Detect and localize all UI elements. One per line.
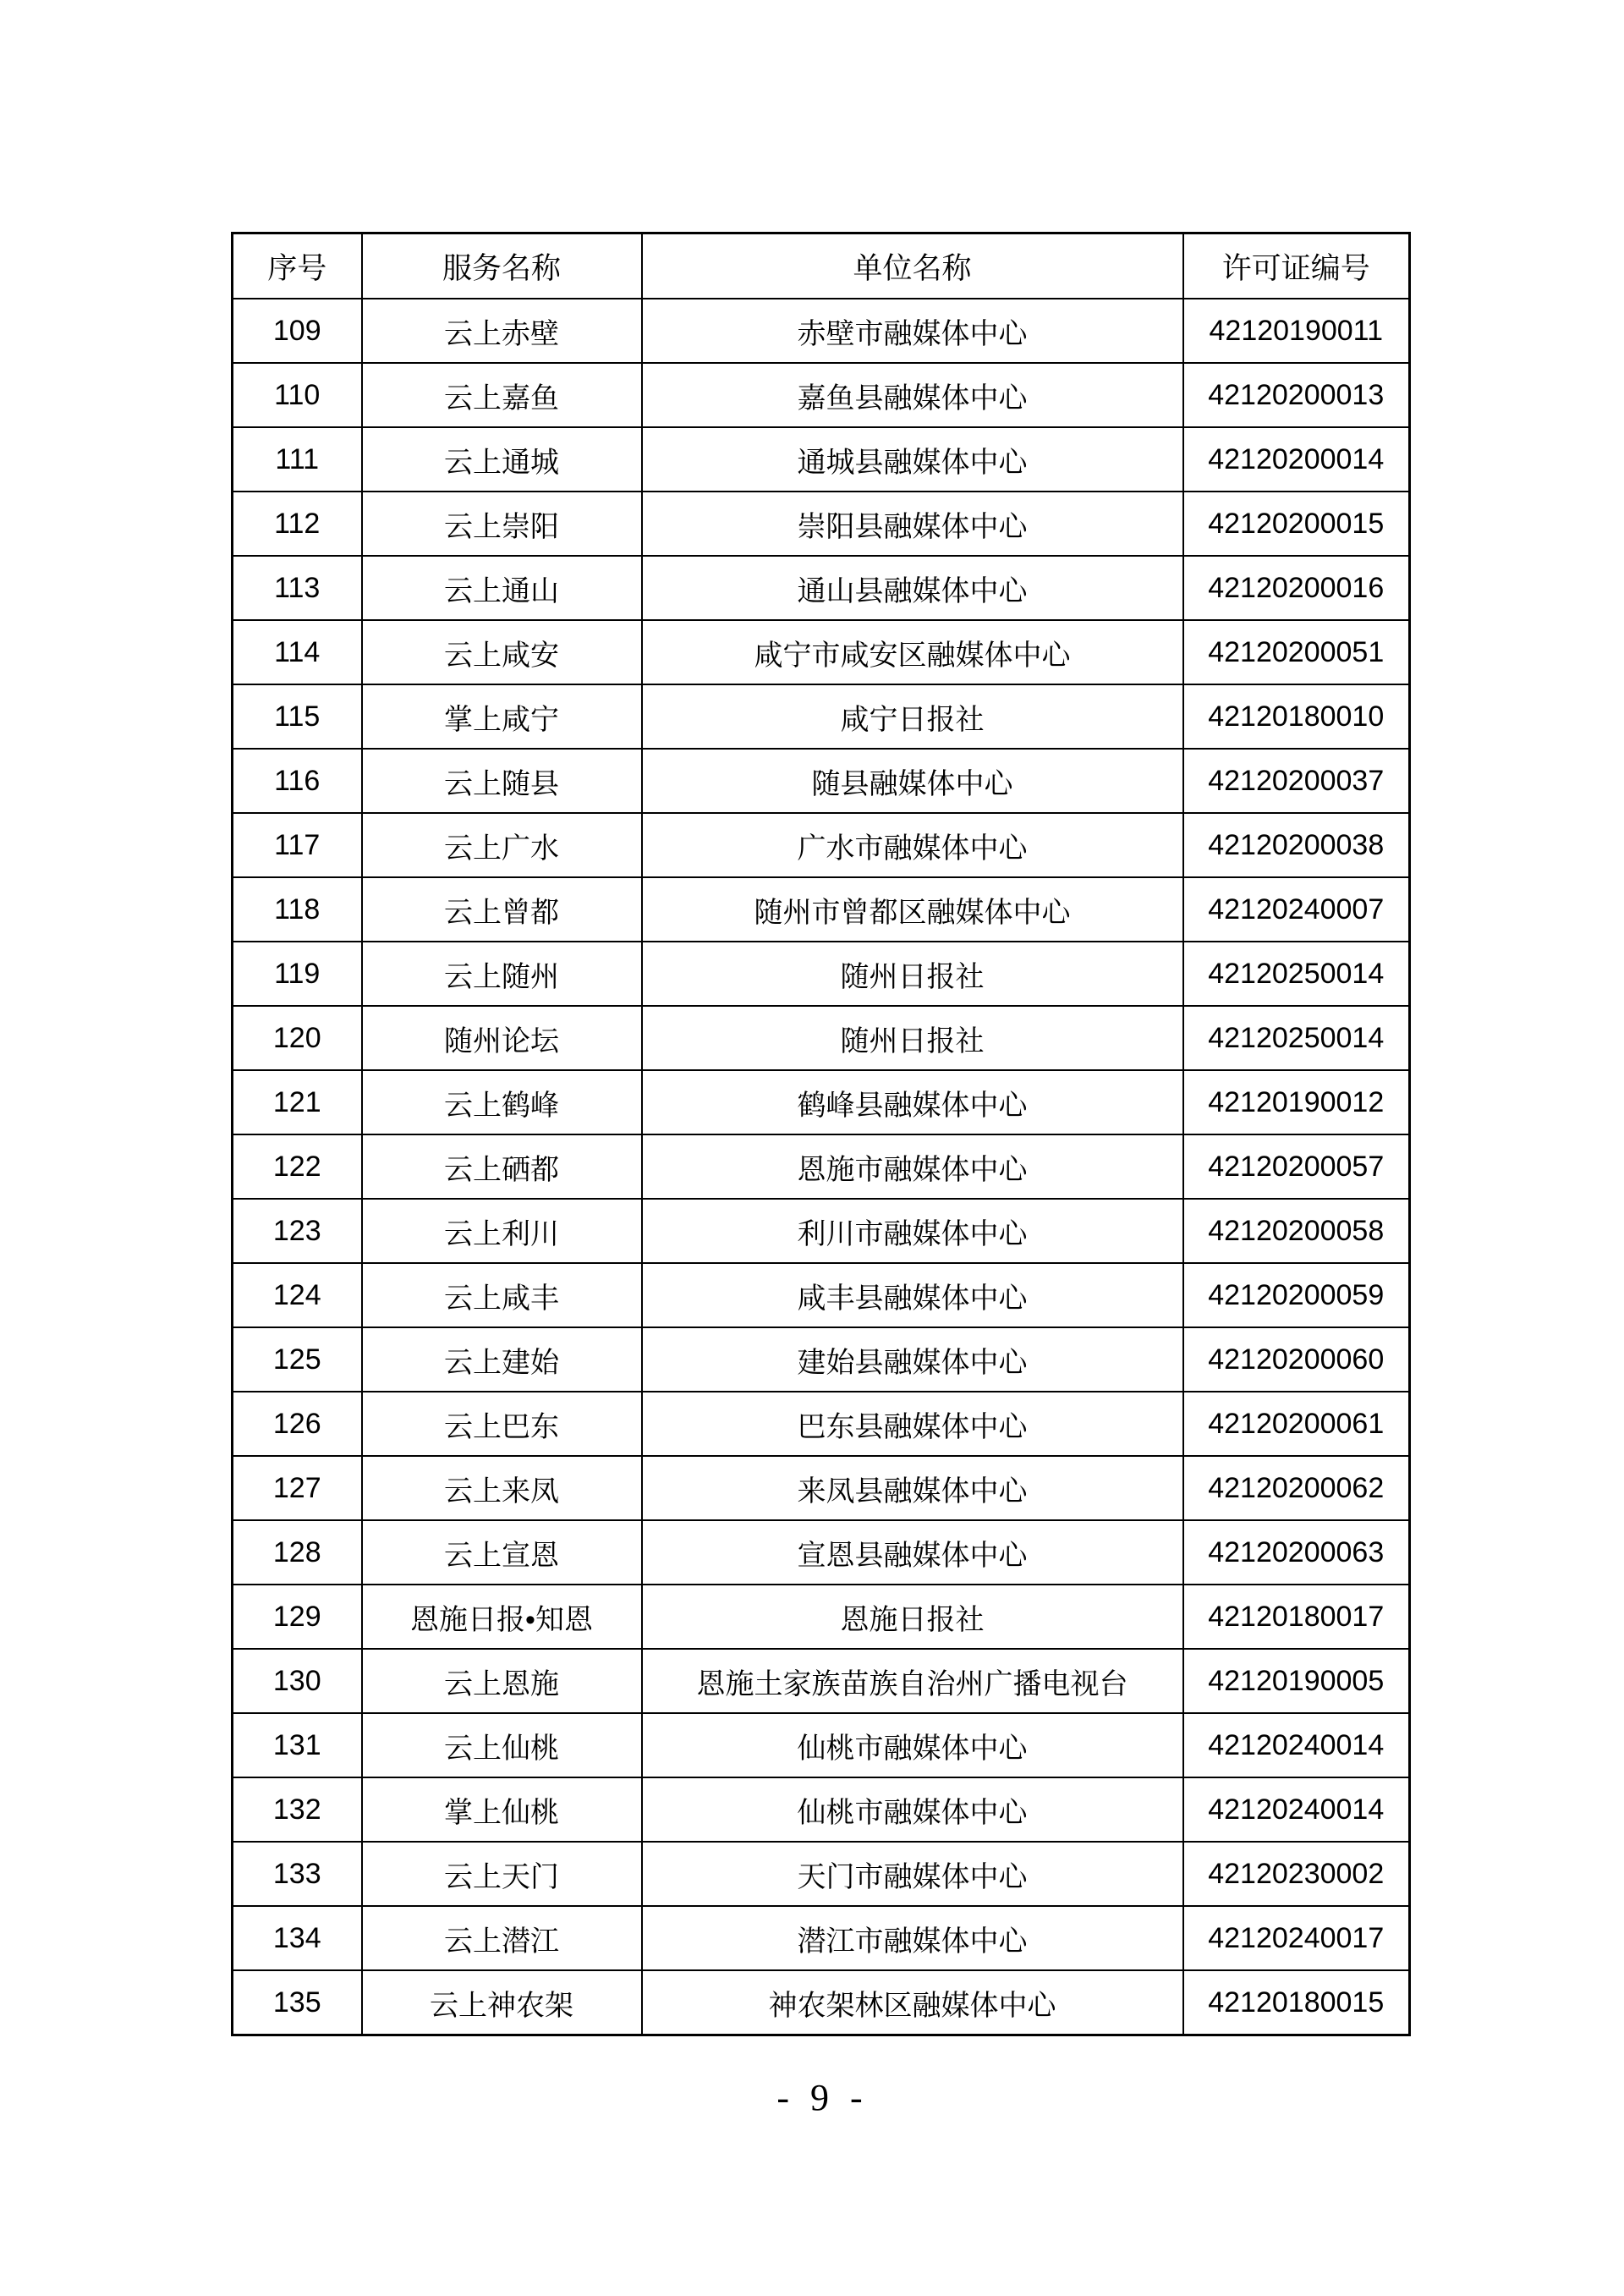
cell-serial-number: 115 <box>233 684 362 749</box>
cell-serial-number: 128 <box>233 1520 362 1585</box>
header-service-name: 服务名称 <box>362 233 642 299</box>
cell-unit-name: 通城县融媒体中心 <box>642 427 1183 492</box>
table-row <box>233 1134 1410 1199</box>
cell-serial-number: 117 <box>233 813 362 877</box>
table-row <box>233 1263 1410 1327</box>
cell-service-name: 云上硒都 <box>362 1134 642 1199</box>
table-row <box>233 942 1410 1006</box>
cell-unit-name: 随州日报社 <box>642 942 1183 1006</box>
table-row <box>233 1520 1410 1585</box>
cell-service-name: 云上咸丰 <box>362 1263 642 1327</box>
cell-unit-name: 嘉鱼县融媒体中心 <box>642 363 1183 427</box>
cell-license-number: 42120200061 <box>1183 1392 1410 1456</box>
table-header-row <box>233 233 1410 299</box>
cell-service-name: 云上神农架 <box>362 1970 642 2035</box>
cell-unit-name: 仙桃市融媒体中心 <box>642 1777 1183 1842</box>
cell-unit-name: 咸宁市咸安区融媒体中心 <box>642 620 1183 684</box>
cell-service-name: 云上崇阳 <box>362 492 642 556</box>
cell-license-number: 42120200016 <box>1183 556 1410 620</box>
cell-service-name: 云上随县 <box>362 749 642 813</box>
table-row <box>233 877 1410 942</box>
cell-serial-number: 122 <box>233 1134 362 1199</box>
table-row <box>233 556 1410 620</box>
cell-unit-name: 神农架林区融媒体中心 <box>642 1970 1183 2035</box>
cell-license-number: 42120200037 <box>1183 749 1410 813</box>
cell-serial-number: 111 <box>233 427 362 492</box>
cell-serial-number: 123 <box>233 1199 362 1263</box>
table-body <box>233 299 1410 2035</box>
cell-serial-number: 132 <box>233 1777 362 1842</box>
cell-unit-name: 随县融媒体中心 <box>642 749 1183 813</box>
cell-service-name: 掌上咸宁 <box>362 684 642 749</box>
table-row <box>233 1006 1410 1070</box>
cell-unit-name: 建始县融媒体中心 <box>642 1327 1183 1392</box>
cell-license-number: 42120200062 <box>1183 1456 1410 1520</box>
table-row <box>233 1327 1410 1392</box>
cell-service-name: 云上随州 <box>362 942 642 1006</box>
cell-service-name: 云上广水 <box>362 813 642 877</box>
cell-unit-name: 恩施土家族苗族自治州广播电视台 <box>642 1649 1183 1713</box>
table-row <box>233 1713 1410 1777</box>
cell-service-name: 云上仙桃 <box>362 1713 642 1777</box>
cell-license-number: 42120240014 <box>1183 1713 1410 1777</box>
cell-license-number: 42120200063 <box>1183 1520 1410 1585</box>
cell-service-name: 云上恩施 <box>362 1649 642 1713</box>
cell-service-name: 云上建始 <box>362 1327 642 1392</box>
cell-unit-name: 通山县融媒体中心 <box>642 556 1183 620</box>
cell-unit-name: 恩施日报社 <box>642 1585 1183 1649</box>
cell-unit-name: 咸丰县融媒体中心 <box>642 1263 1183 1327</box>
table-row <box>233 427 1410 492</box>
cell-license-number: 42120230002 <box>1183 1842 1410 1906</box>
cell-unit-name: 宣恩县融媒体中心 <box>642 1520 1183 1585</box>
cell-license-number: 42120200059 <box>1183 1263 1410 1327</box>
cell-unit-name: 巴东县融媒体中心 <box>642 1392 1183 1456</box>
cell-license-number: 42120200051 <box>1183 620 1410 684</box>
table-row <box>233 492 1410 556</box>
cell-service-name: 云上巴东 <box>362 1392 642 1456</box>
cell-unit-name: 潜江市融媒体中心 <box>642 1906 1183 1970</box>
page-number: - 9 - <box>776 2077 863 2118</box>
cell-unit-name: 来凤县融媒体中心 <box>642 1456 1183 1520</box>
header-license-number: 许可证编号 <box>1183 233 1410 299</box>
cell-serial-number: 114 <box>233 620 362 684</box>
cell-service-name: 云上嘉鱼 <box>362 363 642 427</box>
cell-serial-number: 124 <box>233 1263 362 1327</box>
cell-unit-name: 广水市融媒体中心 <box>642 813 1183 877</box>
cell-license-number: 42120250014 <box>1183 1006 1410 1070</box>
cell-serial-number: 133 <box>233 1842 362 1906</box>
cell-service-name: 恩施日报•知恩 <box>362 1585 642 1649</box>
header-unit-name: 单位名称 <box>642 233 1183 299</box>
table-row <box>233 749 1410 813</box>
table-row <box>233 363 1410 427</box>
cell-service-name: 云上曾都 <box>362 877 642 942</box>
cell-license-number: 42120180010 <box>1183 684 1410 749</box>
cell-unit-name: 崇阳县融媒体中心 <box>642 492 1183 556</box>
cell-serial-number: 113 <box>233 556 362 620</box>
cell-service-name: 云上宣恩 <box>362 1520 642 1585</box>
license-table <box>231 232 1411 2036</box>
table-row <box>233 1585 1410 1649</box>
cell-unit-name: 鹤峰县融媒体中心 <box>642 1070 1183 1134</box>
cell-serial-number: 112 <box>233 492 362 556</box>
cell-service-name: 云上天门 <box>362 1842 642 1906</box>
cell-serial-number: 130 <box>233 1649 362 1713</box>
cell-serial-number: 131 <box>233 1713 362 1777</box>
cell-serial-number: 127 <box>233 1456 362 1520</box>
cell-license-number: 42120240007 <box>1183 877 1410 942</box>
cell-service-name: 云上赤壁 <box>362 299 642 363</box>
table-row <box>233 684 1410 749</box>
cell-service-name: 云上利川 <box>362 1199 642 1263</box>
table-row <box>233 1649 1410 1713</box>
cell-service-name: 云上潜江 <box>362 1906 642 1970</box>
table-row <box>233 620 1410 684</box>
cell-serial-number: 126 <box>233 1392 362 1456</box>
cell-unit-name: 天门市融媒体中心 <box>642 1842 1183 1906</box>
table-row <box>233 1456 1410 1520</box>
cell-serial-number: 125 <box>233 1327 362 1392</box>
cell-license-number: 42120190005 <box>1183 1649 1410 1713</box>
cell-license-number: 42120180015 <box>1183 1970 1410 2035</box>
cell-license-number: 42120200014 <box>1183 427 1410 492</box>
cell-license-number: 42120180017 <box>1183 1585 1410 1649</box>
cell-license-number: 42120200013 <box>1183 363 1410 427</box>
cell-license-number: 42120190012 <box>1183 1070 1410 1134</box>
cell-license-number: 42120190011 <box>1183 299 1410 363</box>
cell-unit-name: 赤壁市融媒体中心 <box>642 299 1183 363</box>
cell-license-number: 42120200060 <box>1183 1327 1410 1392</box>
cell-service-name: 掌上仙桃 <box>362 1777 642 1842</box>
table-row <box>233 1777 1410 1842</box>
cell-unit-name: 随州市曾都区融媒体中心 <box>642 877 1183 942</box>
table-row <box>233 299 1410 363</box>
cell-license-number: 42120200058 <box>1183 1199 1410 1263</box>
table-row <box>233 1392 1410 1456</box>
cell-serial-number: 134 <box>233 1906 362 1970</box>
cell-service-name: 云上咸安 <box>362 620 642 684</box>
cell-service-name: 云上通山 <box>362 556 642 620</box>
cell-serial-number: 118 <box>233 877 362 942</box>
cell-serial-number: 135 <box>233 1970 362 2035</box>
cell-license-number: 42120200015 <box>1183 492 1410 556</box>
cell-serial-number: 120 <box>233 1006 362 1070</box>
cell-license-number: 42120250014 <box>1183 942 1410 1006</box>
table-row <box>233 1070 1410 1134</box>
cell-service-name: 随州论坛 <box>362 1006 642 1070</box>
cell-license-number: 42120240017 <box>1183 1906 1410 1970</box>
table-row <box>233 1199 1410 1263</box>
cell-unit-name: 恩施市融媒体中心 <box>642 1134 1183 1199</box>
table-row <box>233 1906 1410 1970</box>
cell-serial-number: 116 <box>233 749 362 813</box>
table-row <box>233 1842 1410 1906</box>
cell-license-number: 42120200038 <box>1183 813 1410 877</box>
cell-license-number: 42120240014 <box>1183 1777 1410 1842</box>
cell-license-number: 42120200057 <box>1183 1134 1410 1199</box>
cell-service-name: 云上鹤峰 <box>362 1070 642 1134</box>
cell-service-name: 云上通城 <box>362 427 642 492</box>
table-row <box>233 1970 1410 2035</box>
cell-serial-number: 109 <box>233 299 362 363</box>
cell-unit-name: 仙桃市融媒体中心 <box>642 1713 1183 1777</box>
cell-serial-number: 129 <box>233 1585 362 1649</box>
cell-unit-name: 咸宁日报社 <box>642 684 1183 749</box>
header-serial-number: 序号 <box>233 233 362 299</box>
cell-serial-number: 121 <box>233 1070 362 1134</box>
cell-unit-name: 利川市融媒体中心 <box>642 1199 1183 1263</box>
cell-serial-number: 119 <box>233 942 362 1006</box>
table-row <box>233 813 1410 877</box>
cell-service-name: 云上来凤 <box>362 1456 642 1520</box>
cell-serial-number: 110 <box>233 363 362 427</box>
cell-unit-name: 随州日报社 <box>642 1006 1183 1070</box>
